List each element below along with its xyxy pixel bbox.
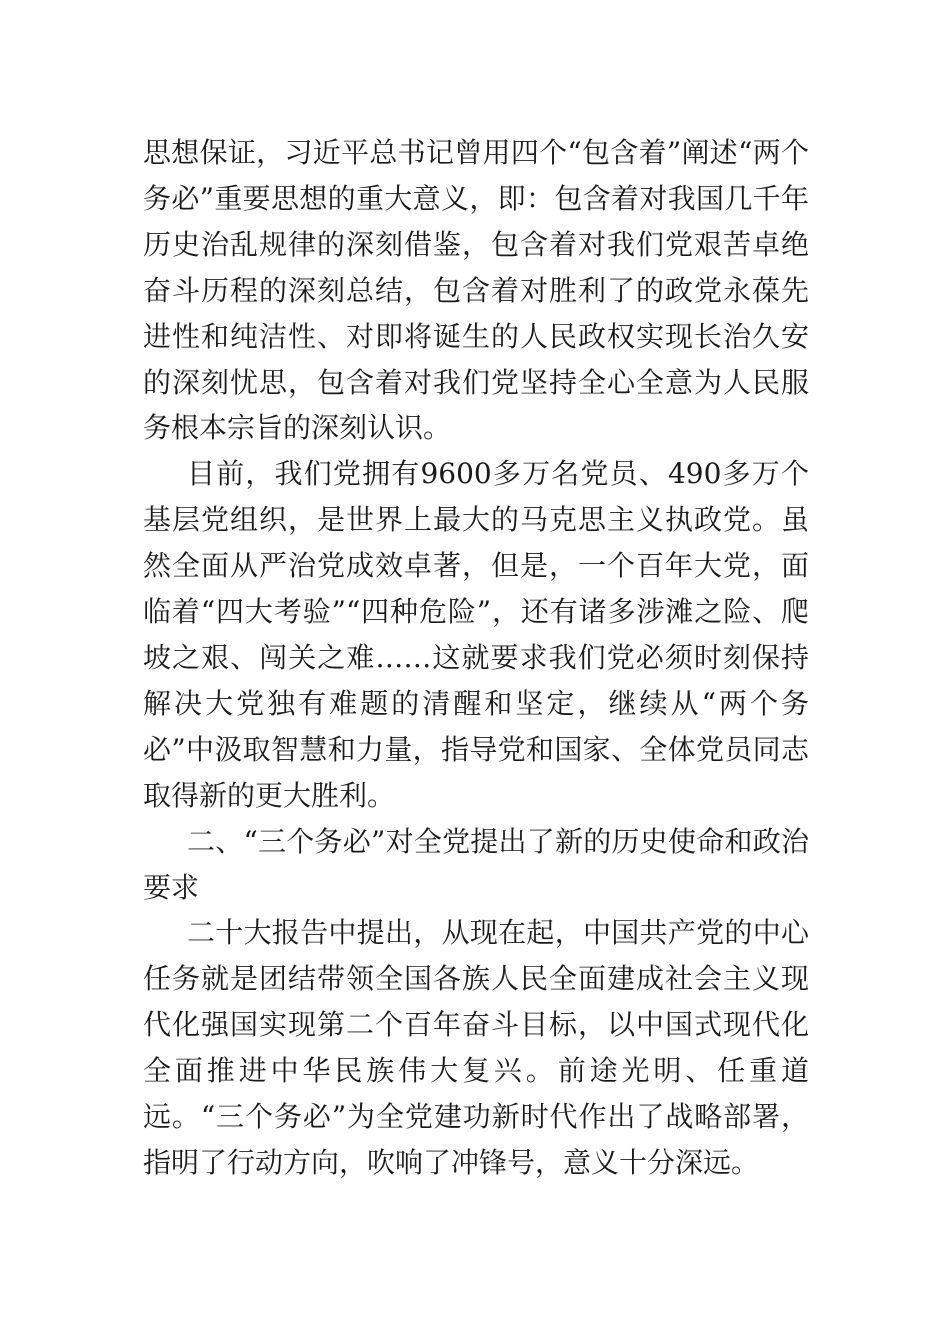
paragraph-central-task: 二十大报告中提出，从现在起，中国共产党的中心任务就是团结带领全国各族人民全面建成社会主义现代化强国实现第二个百年奋斗目标，以中国式现代化全面推进中华民族伟大复兴。前途光明、任重道远。“三个务必”为全党建功新时代作出了战略部署，指明了行动方向，吹响了冲锋号，意义十分深远。 bbox=[143, 916, 809, 1179]
paragraph-continuation: 思想保证，习近平总书记曾用四个“包含着”阐述“两个务必”重要思想的重大意义，即：包含着对我国几千年历史治乱规律的深刻借鉴，包含着对我们党艰苦卓绝奋斗历程的深刻总结，包含着对胜利了的政党永葆先进性和纯洁性、对即将诞生的人民政权实现长治久安的深刻忧思，包含着对我们党坚持全心全意为人民服务根本宗旨的深刻认识。 bbox=[143, 136, 809, 445]
body-text bbox=[143, 130, 809, 1186]
section-heading: 二、“三个务必”对全党提出了新的历史使命和政治要求 bbox=[143, 824, 809, 904]
paragraph-party-status: 目前，我们党拥有9600多万名党员、490多万个基层党组织，是世界上最大的马克思主义执政党。虽然全面从严治党成效卓著，但是，一个百年大党，面临着“四大考验”“四种危险”，还有诸多涉滩之险、爬坡之艰、闯关之难……这就要求我们党必须时刻保持解决大党独有难题的清醒和坚定，继续从“两个务必”中汲取智慧和力量，指导党和国家、全体党员同志取得新的更大胜利。 bbox=[143, 457, 809, 812]
